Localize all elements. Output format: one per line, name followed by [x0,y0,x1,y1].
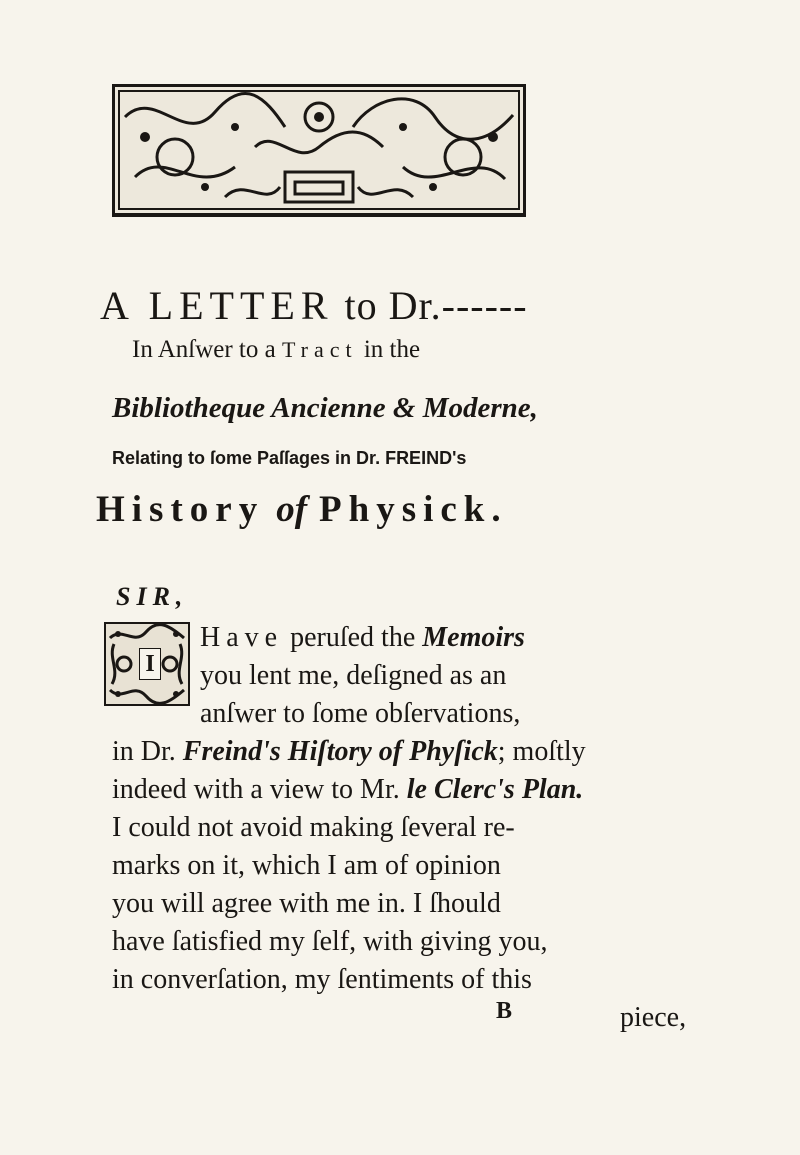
title-physick: Physick. [319,489,508,530]
letter-line-9: have ſatisfied my ſelf, with giving you, [112,926,548,957]
line4-in: in Dr. [112,736,176,767]
title-letter-big: A LETTER [100,283,334,328]
letter-line-7: marks on it, which I am of opinion [112,850,501,881]
title-relating: Relating to ſome Paſſages in Dr. FREIND's [112,448,467,468]
answer-prefix: In Anſwer to a [132,336,276,363]
title-answer [0,336,800,364]
letter-line-3: anſwer to ſome obſervations, [200,698,521,729]
initial-letter: I [139,648,161,680]
letter-line-10: in converſation, my ſentiments of this [112,964,532,995]
catchword: piece, [620,1002,687,1033]
title-letter-small: to Dr.------ [344,283,528,328]
ornamental-headpiece-icon [112,84,526,216]
letter-line-1 [200,620,525,656]
letter-line-4 [112,734,586,770]
line1-memoirs: Memoirs [422,622,525,653]
letter-line-8: you will agree with me in. I ſhould [112,888,501,919]
answer-tract: Tract [281,337,358,362]
letter-line-2: you lent me, deſigned as an [200,660,507,691]
letter-line-6: I could not avoid making ſeveral re- [112,812,515,843]
title-letter [100,282,660,329]
title-history: History [96,489,265,530]
title-bibliotheque: Bibliotheque Ancienne & Moderne, [112,392,538,424]
title-history-of-physick [96,488,696,531]
headpiece-rule [112,214,526,217]
line4-work: Freind's Hiſtory of Phyſick [182,736,498,767]
historiated-initial-icon [104,622,190,706]
letter-line-5 [112,772,583,808]
salutation: SIR, [116,582,189,611]
line1-rest: peruſed the [290,622,416,653]
line5-start: indeed with a view to Mr. [112,774,400,805]
line5-plan: le Clerc's Plan. [406,774,584,805]
line1-have: Have [200,622,284,653]
title-of: of [276,489,308,530]
signature-mark: B [496,998,513,1024]
answer-suffix: in the [363,336,421,363]
line4-rest: ; moſtly [497,736,586,767]
